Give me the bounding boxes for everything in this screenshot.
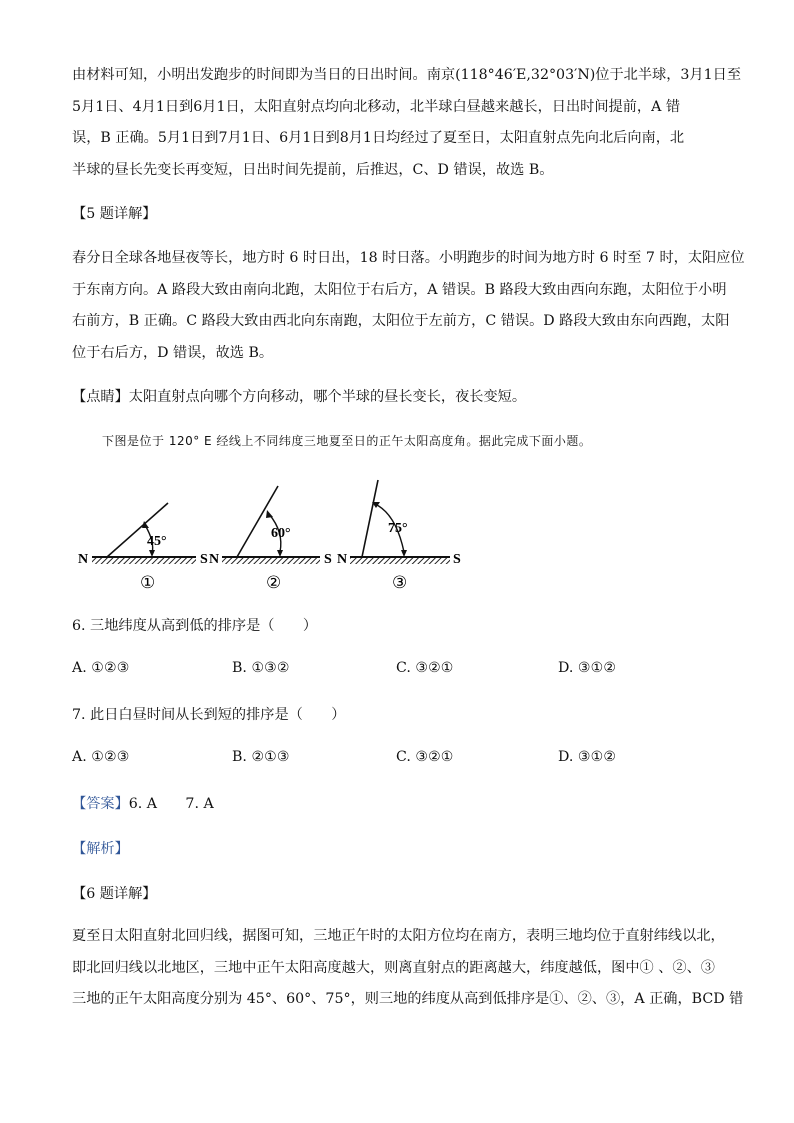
angle-label-3: 75° [388, 521, 408, 536]
angle-label-2: 60° [271, 526, 291, 541]
text-line: 位于右后方，D 错误，故选 B。 [72, 344, 274, 361]
south-label-1: S [200, 552, 208, 567]
question-6-stem: 6. 三地纬度从高到低的排序是（ ） [72, 618, 318, 634]
q6-option-c: C. ③②① [396, 660, 454, 676]
text-line: 三地的正午太阳高度分别为 45°、60°、75°，则三地的纬度从高到低排序是①、②、③，A 正确，BCD 错 [72, 991, 744, 1007]
heading-question-5: 【5 题详解】 [72, 206, 157, 222]
q6-option-d: D. ③①② [558, 660, 617, 676]
south-label-3: S [453, 552, 461, 567]
north-label-1: N [78, 552, 89, 567]
north-label-3: N [337, 552, 348, 567]
question-7-stem: 7. 此日白昼时间从长到短的排序是（ ） [72, 707, 346, 723]
text-line: 夏至日太阳直射北回归线，据图可知，三地正午时的太阳方位均在南方，表明三地均位于直射纬线以北， [72, 928, 725, 944]
text-line: 由材料可知，小明出发跑步的时间即为当日的日出时间。南京(118°46′E,32°03′N)位于北半球，3月1日至 [72, 67, 742, 83]
sun-angle-figure [70, 470, 470, 595]
panel-number-3: ③ [392, 573, 408, 592]
paragraph-4-explanation [72, 60, 742, 186]
text-line: 即北回归线以北地区，三地中正午太阳高度越大，则离直射点的距离越大，纬度越低，图中① 、②、③ [72, 959, 715, 976]
figure-panel-2 [209, 486, 332, 592]
panel-number-1: ① [140, 573, 156, 592]
text-line: 右前方，B 正确。C 路段大致由西北向东南跑，太阳位于左前方，C 错误。D 路段大致由东向西跑，太阳 [72, 313, 730, 329]
q6-option-a: A. ①②③ [72, 660, 130, 676]
paragraph-5-explanation [72, 243, 745, 369]
answer-line [72, 793, 214, 813]
heading-question-6: 【6 题详解】 [72, 886, 157, 902]
q7-option-b: B. ②①③ [232, 749, 290, 765]
answer-label: 【答案】 [72, 796, 129, 812]
answer-text: 6. A 7. A [128, 796, 214, 812]
figure-panel-3 [337, 480, 461, 592]
q7-option-d: D. ③①② [558, 749, 617, 765]
south-label-2: S [324, 552, 332, 567]
angle-label-1: 45° [147, 534, 167, 549]
text-line: 误，B 正确。5月1日到7月1日、6月1日到8月1日均经过了夏至日，太阳直射点先向北后向南，北 [72, 130, 685, 146]
tip-paragraph [72, 382, 722, 414]
figure-intro: 下图是位于 120° E 经线上不同纬度三地夏至日的正午太阳高度角。据此完成下面小题。 [102, 434, 592, 448]
north-label-2: N [209, 552, 220, 567]
text-line: 于东南方向。A 路段大致由南向北跑，太阳位于右后方，A 错误。B 路段大致由西向东跑，太阳位于小明 [72, 281, 727, 298]
q6-option-b: B. ①③② [232, 660, 290, 676]
tip-label: 【点睛】 [72, 389, 129, 405]
text-line: 半球的昼长先变长再变短，日出时间先提前，后推迟，C、D 错误，故选 B。 [72, 161, 554, 178]
analysis-label: 【解析】 [72, 841, 129, 857]
q7-option-a: A. ①②③ [72, 749, 130, 765]
text-line: 春分日全球各地昼夜等长，地方时 6 时日出，18 时日落。小明跑步的时间为地方时 6 时至 7 时，太阳应位 [72, 250, 745, 266]
figure-panel-1 [78, 503, 208, 592]
tip-text: 太阳直射点向哪个方向移动，哪个半球的昼长变长，夜长变短。 [128, 389, 527, 405]
text-line: 5月1日、4月1日到6月1日，太阳直射点均向北移动，北半球白昼越来越长，日出时间提前，A 错 [72, 98, 681, 115]
q7-option-c: C. ③②① [396, 749, 454, 765]
panel-number-2: ② [266, 573, 282, 592]
paragraph-6-explanation [72, 921, 744, 1016]
